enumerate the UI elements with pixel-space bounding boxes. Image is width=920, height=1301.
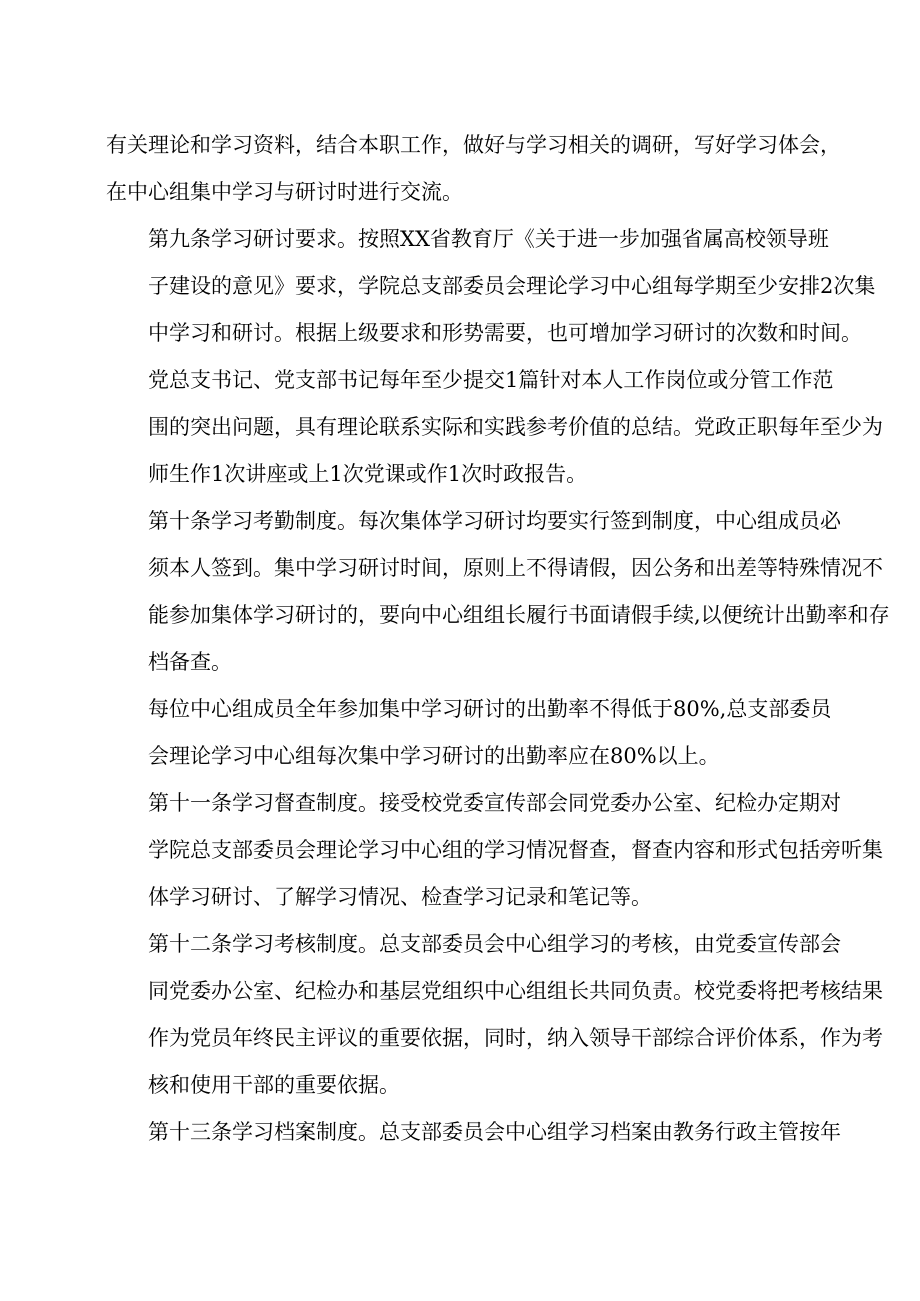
text-line: 有关理论和学习资料，结合本职工作，做好与学习相关的调研，写好学习体会， — [106, 133, 841, 157]
text-line: 须本人签到。集中学习研讨时间，原则上不得请假，因公务和出差等特殊情况不 — [148, 556, 883, 580]
text-line: 同党委办公室、纪检办和基层党组织中心组组长共同负责。校党委将把考核结果 — [148, 979, 883, 1003]
text-line: 体学习研讨、了解学习情况、检查学习记录和笔记等。 — [148, 885, 652, 909]
text-line: 围的突出问题，具有理论联系实际和实践参考价值的总结。党政正职每年至少为 — [148, 415, 883, 439]
text-line: 第十一条学习督查制度。接受校党委宣传部会同党委办公室、纪检办定期对 — [148, 791, 841, 815]
text-line: 档备查。 — [148, 650, 232, 674]
paragraph — [106, 921, 883, 1109]
text-line: 师生作1次讲座或上1次党课或作1次时政报告。 — [148, 462, 588, 486]
text-line: 作为党员年终民主评议的重要依据，同时，纳入领导干部综合评价体系，作为考 — [148, 1026, 883, 1050]
paragraph — [106, 357, 883, 498]
text-line: 第九条学习研讨要求。按照XX省教育厅《关于进一步加强省属高校领导班 — [148, 227, 829, 251]
text-line: 第十三条学习档案制度。总支部委员会中心组学习档案由教务行政主管按年 — [148, 1120, 841, 1144]
paragraph — [106, 686, 832, 780]
paragraph — [106, 780, 883, 921]
text-line: 第十条学习考勤制度。每次集体学习研讨均要实行签到制度，中心组成员必 — [148, 509, 841, 533]
document-body — [106, 122, 890, 1156]
text-line: 会理论学习中心组每次集中学习研讨的出勤率应在80%以上。 — [148, 744, 720, 768]
paragraph — [106, 122, 841, 216]
text-line: 每位中心组成员全年参加集中学习研讨的出勤率不得低于80%,总支部委员 — [148, 697, 832, 721]
text-line: 核和使用干部的重要依据。 — [148, 1073, 400, 1097]
paragraph — [106, 216, 876, 357]
paragraph — [106, 1109, 841, 1156]
text-line: 学院总支部委员会理论学习中心组的学习情况督查，督查内容和形式包括旁听集 — [148, 838, 883, 862]
paragraph — [106, 498, 890, 686]
text-line: 子建设的意见》要求，学院总支部委员会理论学习中心组每学期至少安排2次集 — [148, 274, 876, 298]
text-line: 在中心组集中学习与研讨时进行交流。 — [106, 180, 463, 204]
text-line: 党总支书记、党支部书记每年至少提交1篇针对本人工作岗位或分管工作范 — [148, 368, 834, 392]
text-line: 第十二条学习考核制度。总支部委员会中心组学习的考核，由党委宣传部会 — [148, 932, 841, 956]
text-line: 能参加集体学习研讨的，要向中心组组长履行书面请假手续,以便统计出勤率和存 — [148, 603, 890, 627]
text-line: 中学习和研讨。根据上级要求和形势需要，也可增加学习研讨的次数和时间。 — [148, 321, 862, 345]
